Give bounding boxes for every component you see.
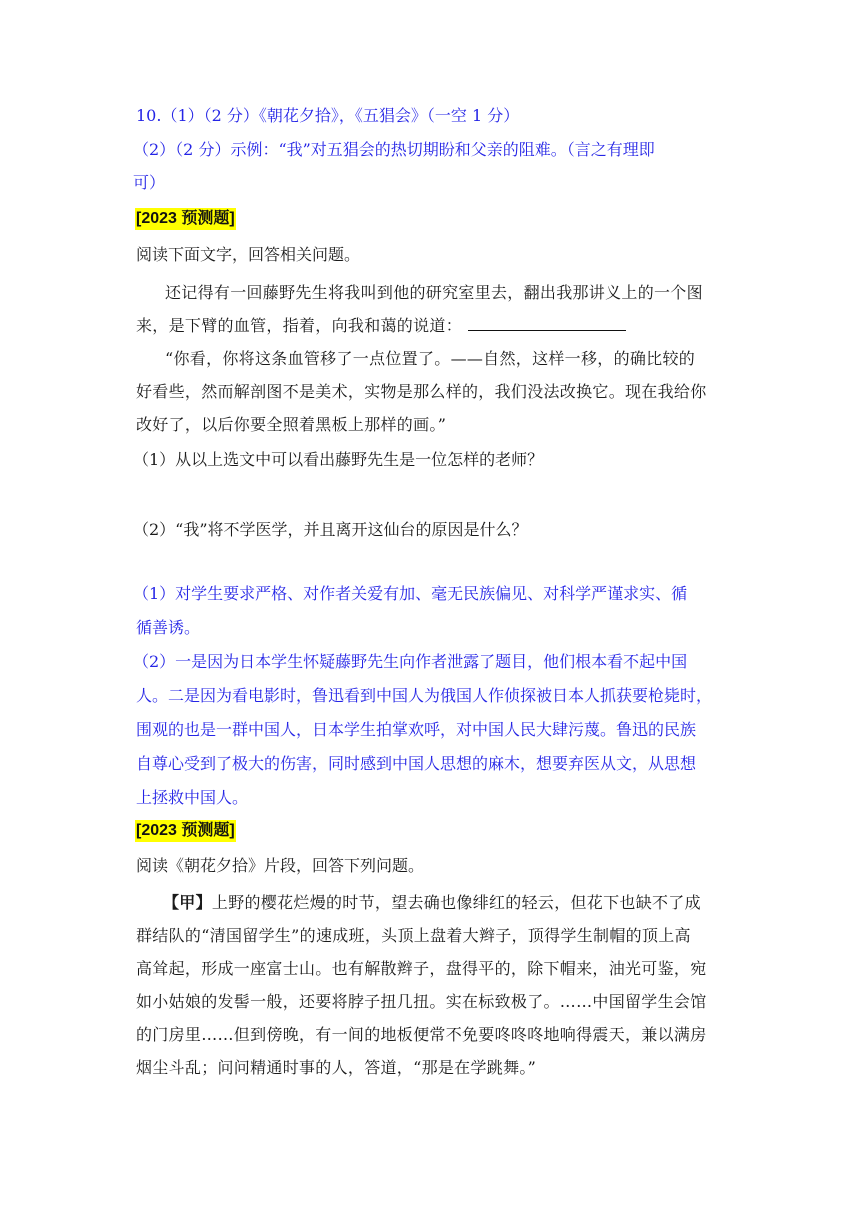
passage-line: 改好了，以后你要全照着黑板上那样的画。”	[136, 415, 447, 434]
q10-answer-2-cont: 可）	[133, 173, 166, 192]
passage-line: 还记得有一回藤野先生将我叫到他的研究室里去，翻出我那讲义上的一个图	[165, 283, 703, 302]
section-intro: 阅读《朝花夕拾》片段，回答下列问题。	[136, 856, 425, 875]
answer-line: 循善诱。	[136, 618, 201, 637]
answer-line: （2）一是因为日本学生怀疑藤野先生向作者泄露了题目，他们根本看不起中国	[133, 652, 688, 671]
q10-answer-2: （2）（2 分）示例：“我”对五猖会的热切期盼和父亲的阻难。（言之有理即	[133, 140, 655, 159]
passage-line: 好看些，然而解剖图不是美术，实物是那么样的，我们没法改换它。现在我给你	[136, 382, 707, 401]
passage-line: 烟尘斗乱；问问精通时事的人，答道，“那是在学跳舞。”	[136, 1058, 537, 1077]
passage-line: 来，是下臂的血管，指着，向我和蔼的说道：	[136, 316, 626, 336]
section-tag-2023: [2023 预测题]	[135, 208, 236, 230]
answer-line: 上拯救中国人。	[136, 788, 249, 807]
passage-line: 【甲】上野的樱花烂熳的时节，望去确也像绯红的轻云，但花下也缺不了成	[163, 893, 701, 912]
answer-blank[interactable]	[468, 316, 626, 331]
passage-line: 如小姑娘的发髻一般，还要将脖子扭几扭。实在标致极了。……中国留学生会馆	[136, 992, 707, 1011]
passage-line: 群结队的“清国留学生”的速成班，头顶上盘着大辫子，顶得学生制帽的顶上高	[136, 926, 691, 945]
section-tag-2023: [2023 预测题]	[135, 820, 236, 842]
passage-line: “你看，你将这条血管移了一点位置了。——自然，这样一移，的确比较的	[165, 349, 696, 368]
passage-line: 高耸起，形成一座富士山。也有解散辫子，盘得平的，除下帽来，油光可鉴，宛	[136, 959, 707, 978]
q10-answer-1: 10.（1）（2 分）《朝花夕拾》，《五猖会》（一空 1 分）	[136, 106, 520, 125]
passage-line: 的门房里……但到傍晚，有一间的地板便常不免要咚咚咚地响得震天，兼以满房	[136, 1025, 707, 1044]
answer-line: 人。二是因为看电影时，鲁迅看到中国人为俄国人作侦探被日本人抓获要枪毙时，	[136, 686, 713, 705]
passage-label: 【甲】	[163, 893, 212, 912]
answer-line: （1）对学生要求严格、对作者关爱有加、毫无民族偏见、对科学严谨求实、循	[133, 584, 688, 603]
question-1: （1）从以上选文中可以看出藤野先生是一位怎样的老师？	[133, 450, 544, 469]
answer-line: 自尊心受到了极大的伤害，同时感到中国人思想的麻木，想要弃医从文，从思想	[136, 754, 697, 773]
section-intro: 阅读下面文字，回答相关问题。	[136, 245, 361, 264]
answer-line: 围观的也是一群中国人，日本学生拍掌欢呼，对中国人民大肆污蔑。鲁迅的民族	[136, 720, 697, 739]
question-2: （2）“我”将不学医学，并且离开这仙台的原因是什么？	[133, 520, 528, 539]
